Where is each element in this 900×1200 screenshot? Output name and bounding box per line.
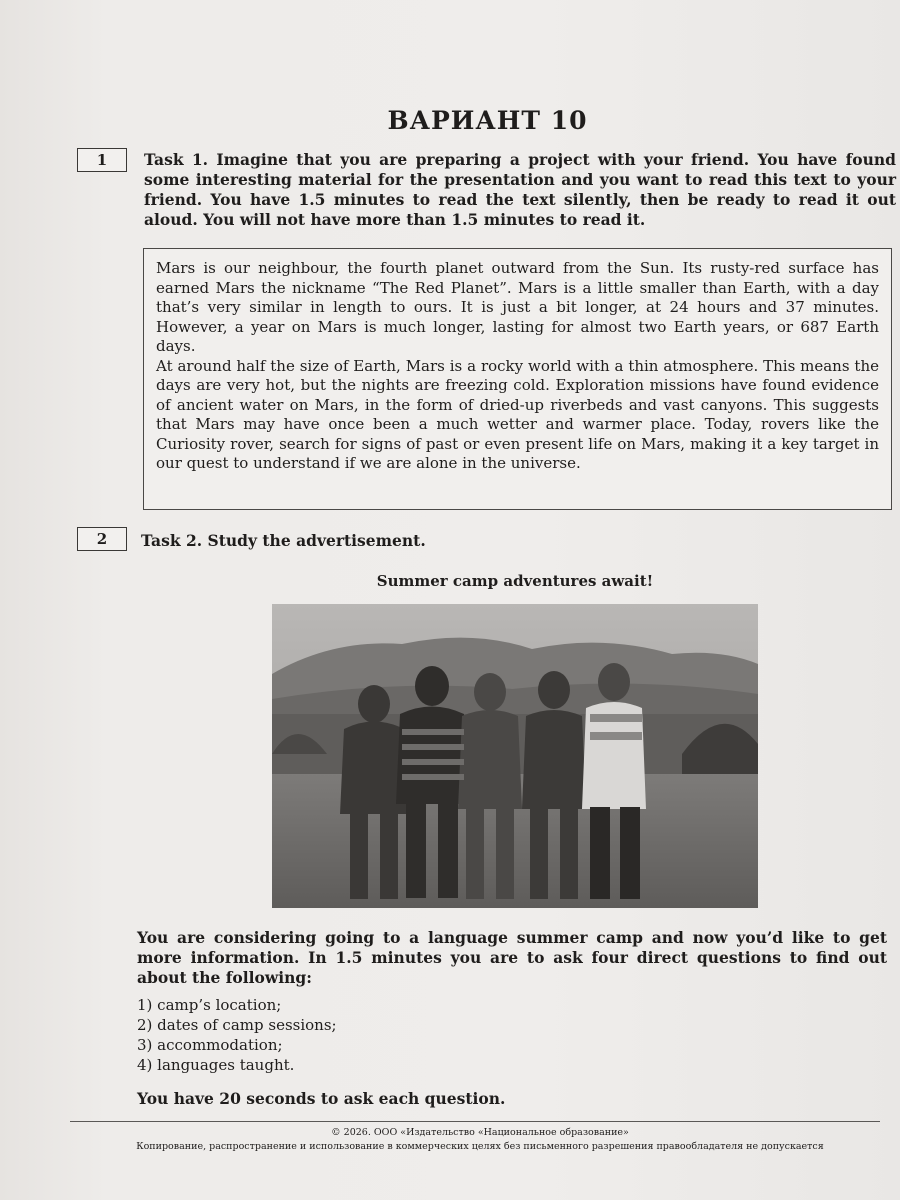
summer-camp-photo xyxy=(272,604,758,908)
task2-instruction: You are considering going to a language summer camp and now you’d like to get more information. In 1.5 minutes you are to ask four direct questions to find out about the following: xyxy=(137,928,887,987)
mars-paragraph-2: At around half the size of Earth, Mars is a rocky world with a thin atmosphere. This means the days are very hot, but the nights are freezing cold. Exploration missions have found evidence of ancient water on Mars, in the form of dried-up riverbeds and vast canyons. This suggests that Mars may have once been a much wetter and warmer place. Today, rovers like the Curiosity rover, search for signs of past or even present life on Mars, making it a key target in our quest to understand if we are alone in the universe. xyxy=(156,356,879,472)
task2-time-note: You have 20 seconds to ask each question. xyxy=(137,1089,506,1108)
question-topic-item: 3) accommodation; xyxy=(137,1036,283,1054)
mars-paragraph-1: Mars is our neighbour, the fourth planet outward from the Sun. Its rusty-red surface has earned Mars the nickname “The Red Planet”. Mars is a little smaller than Earth, with a day that’s very similar in length to ours. It is just a bit longer, at 24 hours and 37 minutes. However, a year on Mars is much longer, lasting for almost two Earth years, or 687 Earth days. xyxy=(156,259,879,355)
footer-copyright: © 2026. ООО «Издательство «Национальное образование» xyxy=(331,1127,629,1138)
footer-divider xyxy=(70,1121,880,1122)
group-of-friends-image xyxy=(272,604,758,908)
task2-number-box: 2 xyxy=(77,527,127,551)
task1-number-box: 1 xyxy=(77,148,127,172)
mars-reading-text-box xyxy=(143,248,892,510)
question-topic-item: 1) camp’s location; xyxy=(137,996,282,1014)
task1-instruction: Task 1. Imagine that you are preparing a project with your friend. You have found some interesting material for the presentation and you want to read this text to your friend. You have 1.5 minutes to read the text silently, then be ready to read it out aloud. You will not have more than 1.5 minutes to read it. xyxy=(144,150,896,229)
task2-label: Task 2. Study the advertisement. xyxy=(141,531,426,550)
footer-copy-notice: Копирование, распространение и использование в коммерческих целях без письменного разрешения правообладателя не допускается xyxy=(136,1141,824,1152)
advertisement-headline: Summer camp adventures await! xyxy=(376,572,654,590)
variant-title: ВАРИАНТ 10 xyxy=(387,106,588,135)
question-topics-list xyxy=(137,995,337,1075)
question-topic-item: 4) languages taught. xyxy=(137,1056,295,1074)
question-topic-item: 2) dates of camp sessions; xyxy=(137,1016,337,1034)
